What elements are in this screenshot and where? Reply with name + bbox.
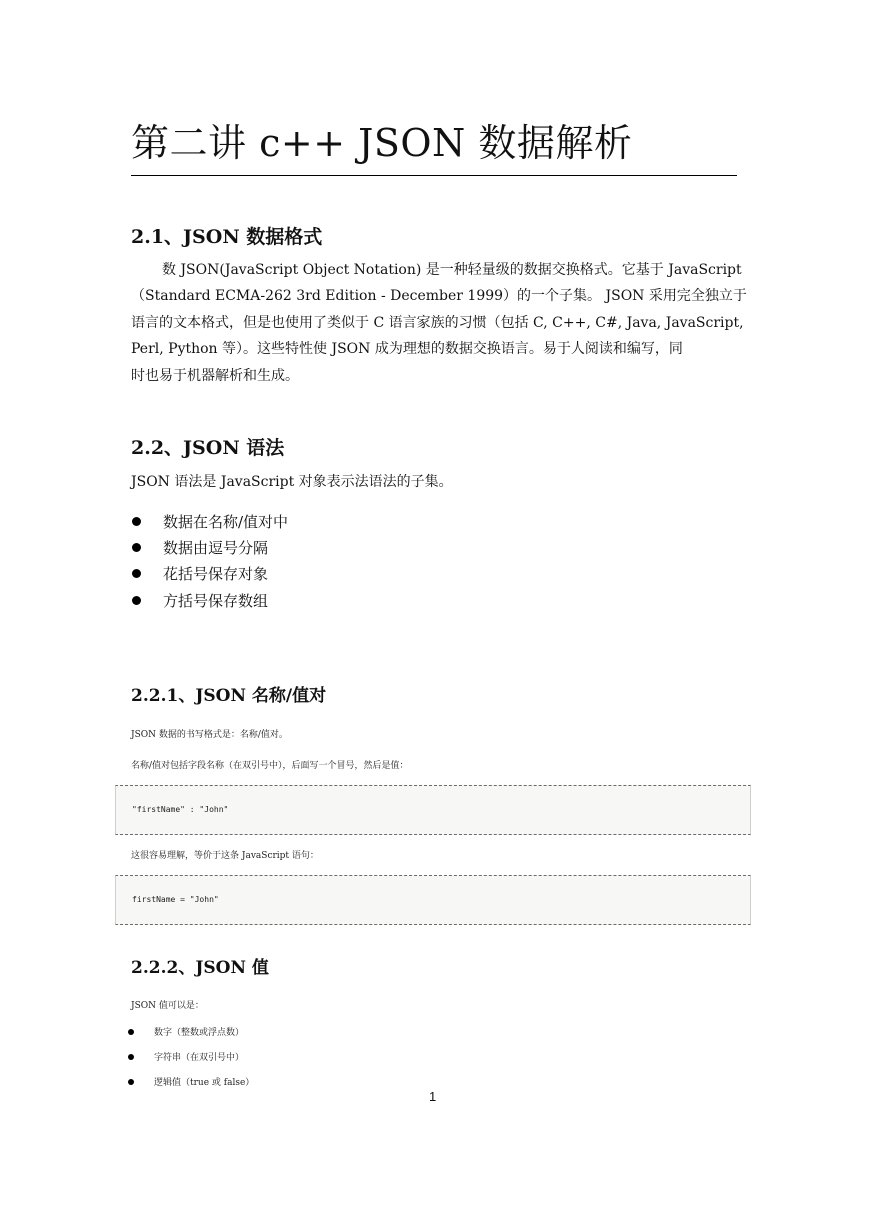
code-block — [115, 875, 751, 925]
list-item-label: 逻辑值（true 或 false） — [154, 1078, 255, 1088]
document-title: 第二讲 c++ JSON 数据解析 — [131, 121, 633, 165]
paragraph-line: 时也易于机器解析和生成。 — [131, 368, 299, 384]
list-item-label: 数据由逗号分隔 — [163, 539, 269, 557]
body-text: JSON 值可以是： — [131, 1001, 204, 1011]
paragraph-line: 语言的文本格式，但是也使用了类似于 C 语言家族的习惯（包括 C, C++, C#, Java, JavaScript, — [131, 315, 744, 331]
list-item — [131, 563, 268, 584]
paragraph-line: （Standard ECMA-262 3rd Edition - December 1999）的一个子集。 JSON 采用完全独立于 — [131, 288, 747, 304]
list-item — [128, 1050, 244, 1063]
section-2-2-intro: JSON 语法是 JavaScript 对象表示法语法的子集。 — [131, 474, 453, 490]
list-item-label: 方括号保存数组 — [163, 592, 269, 610]
body-text: 这很容易理解，等价于这条 JavaScript 语句： — [131, 851, 319, 861]
bullet-icon — [128, 1029, 134, 1035]
list-item — [128, 1075, 254, 1088]
list-item-label: 数字（整数或浮点数） — [154, 1028, 245, 1038]
section-2-2-2-heading: 2.2.2、JSON 值 — [131, 958, 269, 978]
paragraph-line: Perl, Python 等）。这些特性使 JSON 成为理想的数据交换语言。易于人阅读和编写，同 — [131, 341, 683, 357]
list-item — [128, 1025, 244, 1038]
title-divider — [131, 175, 737, 176]
list-item — [131, 511, 288, 532]
list-item — [131, 537, 268, 558]
list-item — [131, 590, 268, 611]
code-block — [115, 785, 751, 835]
section-2-1-heading: 2.1、JSON 数据格式 — [131, 226, 323, 248]
bullet-icon — [128, 1079, 134, 1085]
body-text: 名称/值对包括字段名称（在双引号中），后面写一个冒号，然后是值： — [131, 761, 409, 771]
code-text: "firstName" : "John" — [132, 805, 229, 814]
list-item-label: 花括号保存对象 — [163, 565, 269, 583]
bullet-icon — [132, 596, 141, 605]
bullet-icon — [132, 569, 141, 578]
bullet-icon — [128, 1054, 134, 1060]
paragraph-line: 数 JSON(JavaScript Object Notation) 是一种轻量级的数据交换格式。它基于 JavaScript — [162, 262, 742, 278]
body-text: JSON 数据的书写格式是：名称/值对。 — [131, 730, 288, 740]
code-text: firstName = "John" — [132, 895, 219, 904]
bullet-icon — [132, 543, 141, 552]
list-item-label: 数据在名称/值对中 — [163, 513, 289, 531]
page-number: 1 — [429, 1089, 437, 1104]
list-item-label: 字符串（在双引号中） — [154, 1053, 245, 1063]
bullet-icon — [132, 517, 141, 526]
section-2-2-1-heading: 2.2.1、JSON 名称/值对 — [131, 686, 327, 706]
section-2-2-heading: 2.2、JSON 语法 — [131, 437, 285, 459]
